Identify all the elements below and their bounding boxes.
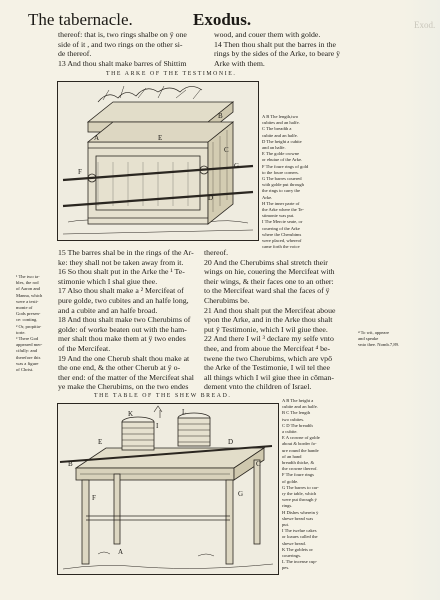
margin-line: Gods presen- <box>16 311 41 317</box>
next-page-edge <box>404 0 440 600</box>
legend-line: I The twelue cakes <box>282 528 317 534</box>
legend-line: I The Mercie seate, or <box>262 219 303 225</box>
running-head-left: The tabernacle. <box>28 10 133 29</box>
text-line: their wings, & their faces one to an other: <box>204 276 334 286</box>
text-line: the one end, & the other Cherub at ÿ o- <box>58 363 181 373</box>
margin-line: therefore this <box>16 354 41 360</box>
legend-line: were put through ÿ <box>282 497 317 503</box>
svg-text:A: A <box>94 134 100 142</box>
text-line: golde: of worke beaten out with the ham- <box>58 324 187 334</box>
legend-line: the Arke where the Te- <box>262 207 304 213</box>
legend-line: rings. <box>282 503 293 509</box>
legend-line: the rings to carry the <box>262 188 301 194</box>
legend-line: shewe bread was <box>282 515 314 521</box>
legend-line: G The barres couered <box>262 176 302 182</box>
text-line: thee, and from aboue the Mercifeat ⁴ be- <box>204 343 331 353</box>
svg-text:E: E <box>98 438 103 446</box>
svg-text:C: C <box>224 146 229 154</box>
legend-line: G The barres to car- <box>282 484 319 490</box>
legend-line: A B The height a <box>282 398 314 403</box>
text-line: the Arke of the Testimonie, I wil tel thee <box>204 363 330 373</box>
margin-line: ¹ The two ta- <box>16 274 40 279</box>
legend-line: F The foure rings <box>282 472 314 478</box>
legend-line: or loaues called the <box>282 534 318 540</box>
table-legend <box>282 398 350 572</box>
caption-table: THE TABLE OF THE SHEW BREAD. <box>94 393 232 399</box>
legend-line: couerings. <box>282 553 302 559</box>
text-line: 22 And there I wil ³ declare my selfe vnto <box>204 334 334 344</box>
legend-line: about & border fo- <box>282 441 317 447</box>
legend-line: stimonie was put. <box>262 213 295 219</box>
text-line: side of it , and two rings on the other si- <box>58 39 183 49</box>
table-illustration <box>58 404 278 574</box>
legend-line: A B The length,two <box>262 114 299 119</box>
margin-line: ce: conting. <box>16 317 38 323</box>
legend-line: K The goblets or <box>282 546 313 552</box>
svg-text:C: C <box>256 460 261 468</box>
text-line: 15 The barres shal be in the rings of the Ar- <box>58 248 194 257</box>
margin-line: torie. <box>16 329 26 335</box>
text-line: wings on hie, couering the Mercifeat with <box>204 267 335 277</box>
legend-line: a cubite. <box>282 429 298 435</box>
text-line: 13 And thou shalt make barres of Shittim <box>58 58 187 68</box>
margin-line: ² Or, propitia- <box>16 323 42 329</box>
text-line: to the Mercifeat ward shal the faces of ÿ <box>204 286 330 296</box>
svg-text:G: G <box>238 490 244 498</box>
ark-legend <box>262 114 332 250</box>
legend-line: couering of the Arke <box>262 225 300 231</box>
svg-text:D: D <box>228 438 234 446</box>
legend-line: C The breadth a <box>262 126 292 132</box>
legend-line: pes. <box>282 565 290 571</box>
next-page-ghost-text: Exod. <box>414 20 436 30</box>
running-head-book: Exodus. <box>193 10 252 29</box>
legend-line: of an hand <box>282 453 302 459</box>
legend-line: two cubites. <box>282 416 305 422</box>
margin-line: vnto thee. Nomb.7,89. <box>358 342 400 348</box>
legend-line: of golde. <box>282 478 299 484</box>
svg-text:D: D <box>208 194 214 202</box>
legend-line: D The height a cubite <box>262 138 302 144</box>
svg-text:F: F <box>78 168 82 176</box>
text-line: and a cubite and an halfe broad. <box>58 305 158 315</box>
margin-line: of Christ. <box>16 367 34 373</box>
legend-line: ure round the hande <box>282 447 319 453</box>
text-line: ke: they shall not be taken away from it. <box>58 257 184 267</box>
ark-woodcut <box>57 81 259 241</box>
svg-text:E: E <box>158 134 163 142</box>
legend-line: or ebuiue of the Arke. <box>262 157 303 163</box>
text-line: Cherubims be. <box>204 295 250 305</box>
text-line: put ÿ Testimonie, which I wil giue thee. <box>204 324 328 334</box>
text-line: of the Mercifeat. <box>58 343 111 353</box>
margin-line: and speake <box>358 336 379 342</box>
legend-line: cubite and an halfe. <box>262 132 298 138</box>
text-line: ther end: of the matter of the Mercifeat shal <box>58 372 194 382</box>
legend-line: B C The length <box>282 410 311 416</box>
legend-line: shewe bread. <box>282 540 306 546</box>
legend-line: with golde put through <box>262 182 304 188</box>
margin-line: was a figure <box>16 360 39 366</box>
margin-line: were a testi- <box>16 298 39 304</box>
text-line: thereof: that is, two rings shalbe on ÿ one <box>58 30 187 39</box>
margin-line: Manna, which <box>16 292 43 298</box>
svg-text:I: I <box>156 422 159 430</box>
text-line: 21 And thou shalt put the Mercifeat aboue <box>204 305 336 315</box>
legend-line: C D The breadth <box>282 422 313 428</box>
text-line: dement vnto the children of Israel. <box>204 382 312 392</box>
top-right-column <box>214 30 340 68</box>
legend-line: breadth thicke, & <box>282 460 315 466</box>
text-line: 18 And thou shalt make two Cherubims of <box>58 315 191 325</box>
margin-line: cifully: and <box>16 348 38 354</box>
legend-line: cubite and an halfe. <box>282 404 318 410</box>
svg-text:A: A <box>118 548 124 556</box>
margin-line: ⁴ To wit, appeare <box>358 330 390 335</box>
svg-text:L: L <box>182 408 187 416</box>
legend-line: F The foure rings of gold <box>262 163 309 169</box>
margin-line: monie of <box>16 305 33 311</box>
text-line: stimonie which I shal giue thee. <box>58 276 158 286</box>
mid-right-column <box>204 248 335 392</box>
legend-line: came forth the voice <box>262 244 300 250</box>
svg-text:F: F <box>92 494 96 502</box>
text-line: thereof. <box>204 248 229 257</box>
caption-ark: THE ARKE OF THE TESTIMONIE. <box>106 71 237 77</box>
legend-line: H Dishes wherein ÿ <box>282 509 319 515</box>
legend-line: Arke. <box>262 194 273 200</box>
text-line: 14 Then thou shalt put the barres in the <box>214 39 336 49</box>
mid-left-column <box>58 248 194 392</box>
svg-text:K: K <box>128 410 134 418</box>
left-margin-notes <box>16 274 56 373</box>
text-line: de thereof. <box>58 49 92 59</box>
legend-line: H The inner parte of <box>262 200 300 206</box>
legend-line: were placed, whereof <box>262 238 302 244</box>
top-left-column <box>58 30 187 68</box>
svg-text:G: G <box>234 162 240 170</box>
text-line: rings by the sides of the Arke, to beare ÿ <box>214 49 341 59</box>
legend-line: L The incense cup- <box>282 559 318 565</box>
text-line: 20 And the Cherubims shal stretch their <box>204 257 328 267</box>
legend-line: to the foure corners. <box>262 169 299 175</box>
text-line: pure golde, two cubites and an halfe long, <box>58 295 189 305</box>
text-line: all things which I wil giue thee in cōman- <box>204 372 334 382</box>
text-line: 17 Also thou shalt make a ² Mercifeat of <box>58 286 184 296</box>
legend-line: put. <box>282 522 290 528</box>
legend-line: E A crowne of golde <box>282 435 320 441</box>
text-line: wood, and couer them with golde. <box>214 30 321 39</box>
legend-line: and an halfe. <box>262 145 286 151</box>
text-line: Arke with them. <box>214 58 265 68</box>
text-line: ye make the Cherubims, on the two endes <box>58 382 189 392</box>
legend-line: the crowne thereof. <box>282 466 318 472</box>
text-line: twene the two Cherubims, which are vpő <box>204 353 332 363</box>
svg-text:B: B <box>218 112 223 120</box>
margin-line: ³ There God <box>16 336 39 342</box>
table-woodcut <box>57 403 279 575</box>
margin-line: appeared mer- <box>16 342 43 348</box>
legend-line: ry the table, which <box>282 491 317 497</box>
margin-line: bles, the rod <box>16 280 39 286</box>
margin-line: of Aaron and <box>16 286 40 292</box>
legend-line: cubites and an halfe. <box>262 120 300 126</box>
legend-line: where the Cherubims <box>262 231 302 237</box>
ark-illustration <box>58 82 258 240</box>
text-line: vpon the Arke, and in the Arke thou shalt <box>204 315 333 325</box>
text-line: 16 So thou shalt put in the Arke the ¹ Te- <box>58 267 185 277</box>
right-margin-note <box>358 330 422 349</box>
svg-text:B: B <box>68 460 73 468</box>
legend-line: E The golde crowne <box>262 151 300 157</box>
text-line: 19 And the one Cherub shalt thou make at <box>58 353 190 363</box>
text-line: mer shalt thou make them at ÿ two endes <box>58 334 186 344</box>
